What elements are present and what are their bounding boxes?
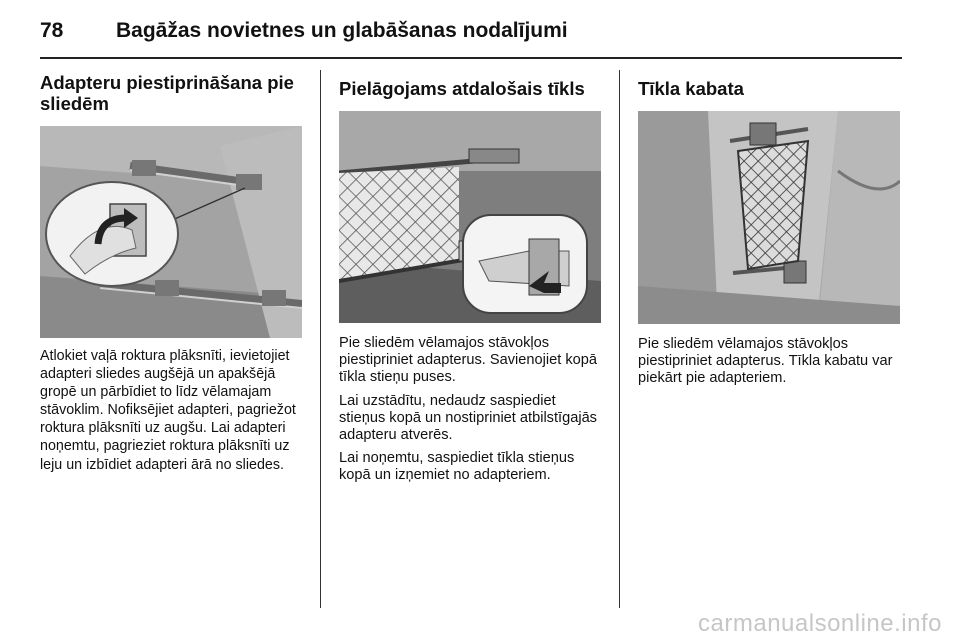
section-heading: Tīkla kabata <box>638 78 744 99</box>
illustration-net-pocket <box>638 111 900 324</box>
header-divider <box>40 57 902 59</box>
column-divider-2 <box>619 70 620 608</box>
section-adapter-mounting <box>40 72 302 480</box>
section-net-pocket <box>638 72 900 394</box>
watermark: carmanualsonline.info <box>698 610 942 637</box>
section-paragraph: Pie sliedēm vēlamajos stāvokļos piestipriniet adapterus. Savienojiet kopā tīkla stieņu puses. <box>339 335 597 386</box>
section-adjustable-net <box>339 72 601 491</box>
illustration-adapter-rail <box>40 126 302 338</box>
page-header <box>40 14 902 50</box>
illustration-separation-net <box>339 111 601 323</box>
chapter-title: Bagāžas novietnes un glabāšanas nodalījumi <box>116 19 568 42</box>
section-heading: Adapteru piestiprināšana pie sliedēm <box>40 72 294 114</box>
section-paragraph: Pie sliedēm vēlamajos stāvokļos piestipriniet adapterus. Tīkla kabatu var piekārt pie adapteriem. <box>638 336 893 387</box>
section-paragraph: Atlokiet vaļā roktura plāksnīti, ievietojiet adapteri sliedes augšējā un apakšējā gropē un pārbīdiet to līdz vēlamajam stāvoklim. Nofiksējiet adapteri, pagriežot roktura plāksnīti uz augšu. Lai adapteri noņemtu, pagrieziet roktura plāksnīti uz leju un izbīdiet adapteri ārā no sliedes. <box>40 348 296 473</box>
column-divider-1 <box>320 70 321 608</box>
section-heading: Pielāgojams atdalošais tīkls <box>339 78 585 99</box>
page-number: 78 <box>40 19 64 42</box>
section-paragraph: Lai noņemtu, saspiediet tīkla stieņus kopā un izņemiet no adapteriem. <box>339 450 575 484</box>
section-paragraph: Lai uzstādītu, nedaudz saspiediet stieņus kopā un nostipriniet atbilstīgajās adapteru atverēs. <box>339 392 597 444</box>
